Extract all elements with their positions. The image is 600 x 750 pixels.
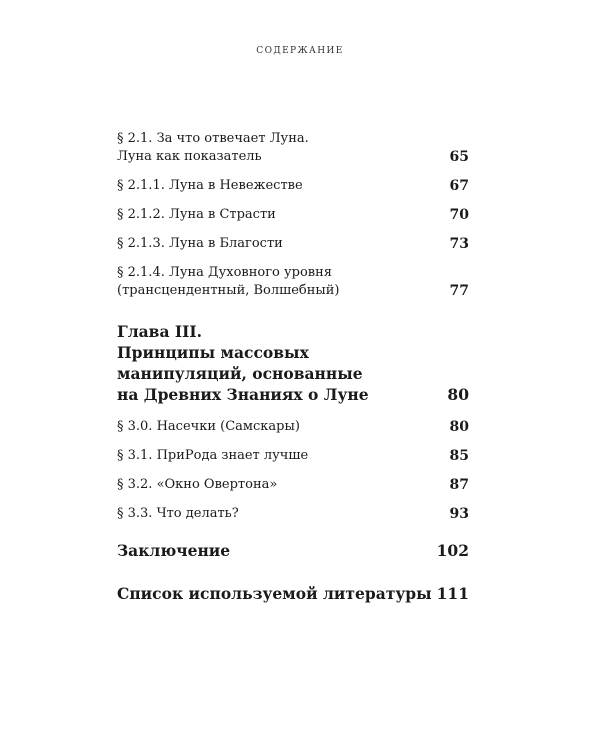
- toc-entry-title-line: § 2.1.4. Луна Духовного уровня: [117, 265, 332, 280]
- toc-page-number: 70: [449, 207, 469, 223]
- toc-chapter-title-line: Принципы массовых: [117, 343, 309, 362]
- toc-chapter-3[interactable]: [117, 321, 469, 405]
- toc-entry-title: [117, 447, 450, 465]
- toc-entry-title: [117, 235, 450, 253]
- toc-page-number: 67: [449, 178, 469, 194]
- toc-chapter-title: [117, 321, 447, 405]
- toc-entry-title: [117, 177, 450, 195]
- toc-entry-title: [117, 418, 450, 436]
- toc-entry-2-1-2[interactable]: [117, 206, 469, 224]
- toc-conclusion[interactable]: [117, 540, 469, 561]
- toc-entry-title-line: § 3.1. ПриРода знает лучше: [117, 448, 309, 463]
- table-of-contents: [117, 130, 469, 604]
- toc-page-number: 85: [449, 448, 469, 464]
- toc-page-number: 87: [449, 477, 469, 493]
- toc-entry-3-1[interactable]: [117, 447, 469, 465]
- toc-entry-3-3[interactable]: [117, 505, 469, 523]
- toc-entry-title: [117, 264, 450, 300]
- toc-entry-title: [117, 505, 450, 523]
- toc-entry-title-line: § 2.1. За что отвечает Луна.: [117, 131, 309, 146]
- toc-entry-title-line: § 3.0. Насечки (Самскары): [117, 419, 300, 434]
- toc-page-number: 93: [449, 506, 469, 522]
- toc-entry-2-1[interactable]: [117, 130, 469, 166]
- toc-entry-title-line: § 3.2. «Окно Овертона»: [117, 477, 278, 492]
- toc-entry-title: [117, 130, 450, 166]
- toc-major-title: Список используемой литературы: [117, 584, 432, 603]
- toc-page-number: 80: [449, 419, 469, 435]
- toc-chapter-title-line: манипуляций, основанные: [117, 364, 363, 383]
- toc-entry-title-line: § 2.1.3. Луна в Благости: [117, 236, 283, 251]
- toc-page-number: 77: [449, 283, 469, 299]
- running-header: СОДЕРЖАНИЕ: [256, 46, 344, 56]
- toc-entry-title: [117, 206, 450, 224]
- toc-page-number: 102: [436, 541, 469, 560]
- toc-entry-title-line: § 2.1.2. Луна в Страсти: [117, 207, 276, 222]
- toc-page-number: 80: [447, 385, 469, 404]
- toc-entry-title-line: Луна как показатель: [117, 149, 262, 164]
- toc-page-number: 111: [436, 584, 469, 603]
- toc-entry-title: [117, 476, 450, 494]
- toc-page-number: 65: [449, 149, 469, 165]
- toc-entry-title-line: § 3.3. Что делать?: [117, 506, 239, 521]
- toc-chapter-title-line: Глава III.: [117, 322, 203, 341]
- toc-major-title: Заключение: [117, 541, 231, 560]
- toc-entry-2-1-1[interactable]: [117, 177, 469, 195]
- toc-entry-3-0[interactable]: [117, 418, 469, 436]
- toc-entry-2-1-4[interactable]: [117, 264, 469, 300]
- toc-bibliography[interactable]: [117, 583, 469, 604]
- toc-entry-title-line: (трансцендентный, Волшебный): [117, 283, 340, 298]
- toc-entry-title-line: § 2.1.1. Луна в Невежестве: [117, 178, 303, 193]
- toc-entry-3-2[interactable]: [117, 476, 469, 494]
- toc-page-number: 73: [449, 236, 469, 252]
- toc-chapter-title-line: на Древних Знаниях о Луне: [117, 385, 369, 404]
- toc-entry-2-1-3[interactable]: [117, 235, 469, 253]
